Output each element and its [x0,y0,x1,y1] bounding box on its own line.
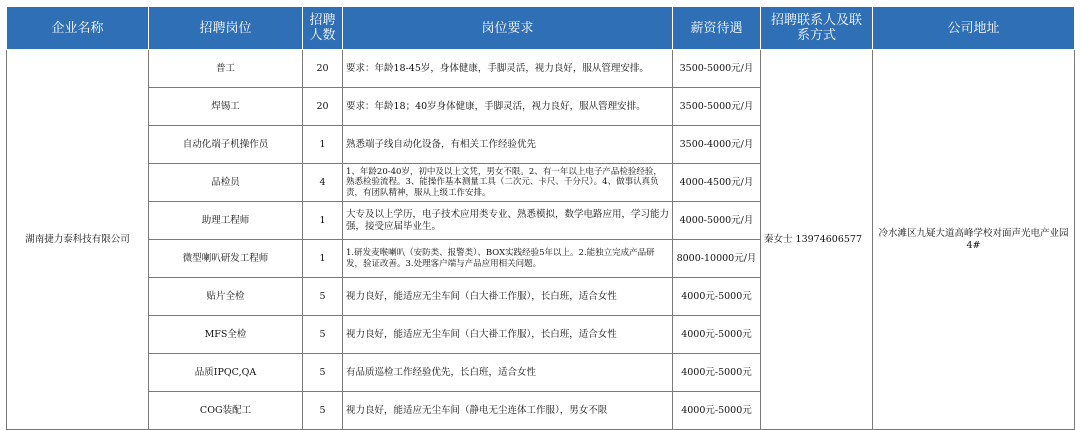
requirements-cell: 1.研发麦喉喇叭（安防类、报警类）、BOX实践经验5年以上。2.能独立完成产品研发，验证改善。3.处理客户端与产品应用相关问题。 [343,240,673,278]
requirements-cell: 要求：年龄18-45岁，身体健康，手脚灵活，视力良好，服从管理安排。 [343,50,673,88]
address-cell: 冷水滩区九疑大道高峰学校对面声光电产业园4# [873,50,1075,430]
position-cell: 焊锡工 [149,88,303,126]
header-position: 招聘岗位 [149,7,303,50]
salary-cell: 4000元-5000元 [673,392,761,430]
table-header [7,7,1075,50]
salary-cell: 3500-5000元/月 [673,88,761,126]
requirements-cell: 视力良好，能适应无尘车间（白大褂工作服），长白班，适合女性 [343,278,673,316]
salary-cell: 4000-4500元/月 [673,164,761,202]
requirements-cell: 视力良好，能适应无尘车间（静电无尘连体工作服），男女不限 [343,392,673,430]
table-row [7,50,1075,88]
header-count [303,7,343,50]
position-cell: 品检员 [149,164,303,202]
recruitment-table [6,6,1075,430]
salary-cell: 4000元-5000元 [673,316,761,354]
header-company: 企业名称 [7,7,149,50]
position-cell: MFS全检 [149,316,303,354]
header-row [7,7,1075,50]
header-address: 公司地址 [873,7,1075,50]
position-cell: 自动化端子机操作员 [149,126,303,164]
header-count-label: 招聘人数 [309,13,336,43]
requirements-cell: 大专及以上学历，电子技术应用类专业、熟悉模拟，数学电路应用，学习能力强，接受应届毕业生。 [343,202,673,240]
header-contact-label: 招聘联系人及联系方式 [770,13,862,43]
salary-cell: 3500-4000元/月 [673,126,761,164]
count-cell: 1 [303,126,343,164]
header-requirements: 岗位要求 [343,7,673,50]
salary-cell: 8000-10000元/月 [673,240,761,278]
position-cell: 助理工程师 [149,202,303,240]
recruitment-table-wrapper [6,6,1074,430]
header-contact [761,7,873,50]
position-cell: 品质IPQC,QA [149,354,303,392]
position-cell: 普工 [149,50,303,88]
count-cell: 4 [303,164,343,202]
salary-cell: 4000-5000元/月 [673,202,761,240]
company-name-cell: 湖南捷力泰科技有限公司 [7,50,149,430]
count-cell: 20 [303,50,343,88]
count-cell: 5 [303,316,343,354]
salary-cell: 4000元-5000元 [673,354,761,392]
count-cell: 1 [303,202,343,240]
position-cell: COG装配工 [149,392,303,430]
requirements-cell: 视力良好，能适应无尘车间（白大褂工作服），长白班，适合女性 [343,316,673,354]
salary-cell: 3500-5000元/月 [673,50,761,88]
requirements-cell: 有品质巡检工作经验优先，长白班，适合女性 [343,354,673,392]
header-salary: 薪资待遇 [673,7,761,50]
table-body [7,50,1075,430]
requirements-cell: 1、年龄20-40岁，初中及以上文凭，男女不限。2、有一年以上电子产品检验经验，熟悉检验流程。3、能操作基本测量工具（二次元、卡尺、千分尺）。4、做事认真负责，有团队精神，服从上级工作安排。 [343,164,673,202]
contact-cell: 秦女士 13974606577 [761,50,873,430]
count-cell: 1 [303,240,343,278]
position-cell: 贴片全检 [149,278,303,316]
count-cell: 5 [303,392,343,430]
count-cell: 5 [303,354,343,392]
count-cell: 20 [303,88,343,126]
requirements-cell: 熟悉端子线自动化设备，有相关工作经验优先 [343,126,673,164]
position-cell: 微型喇叭研发工程师 [149,240,303,278]
requirements-cell: 要求：年龄18；40岁身体健康，手脚灵活，视力良好，服从管理安排。 [343,88,673,126]
count-cell: 5 [303,278,343,316]
salary-cell: 4000元-5000元 [673,278,761,316]
